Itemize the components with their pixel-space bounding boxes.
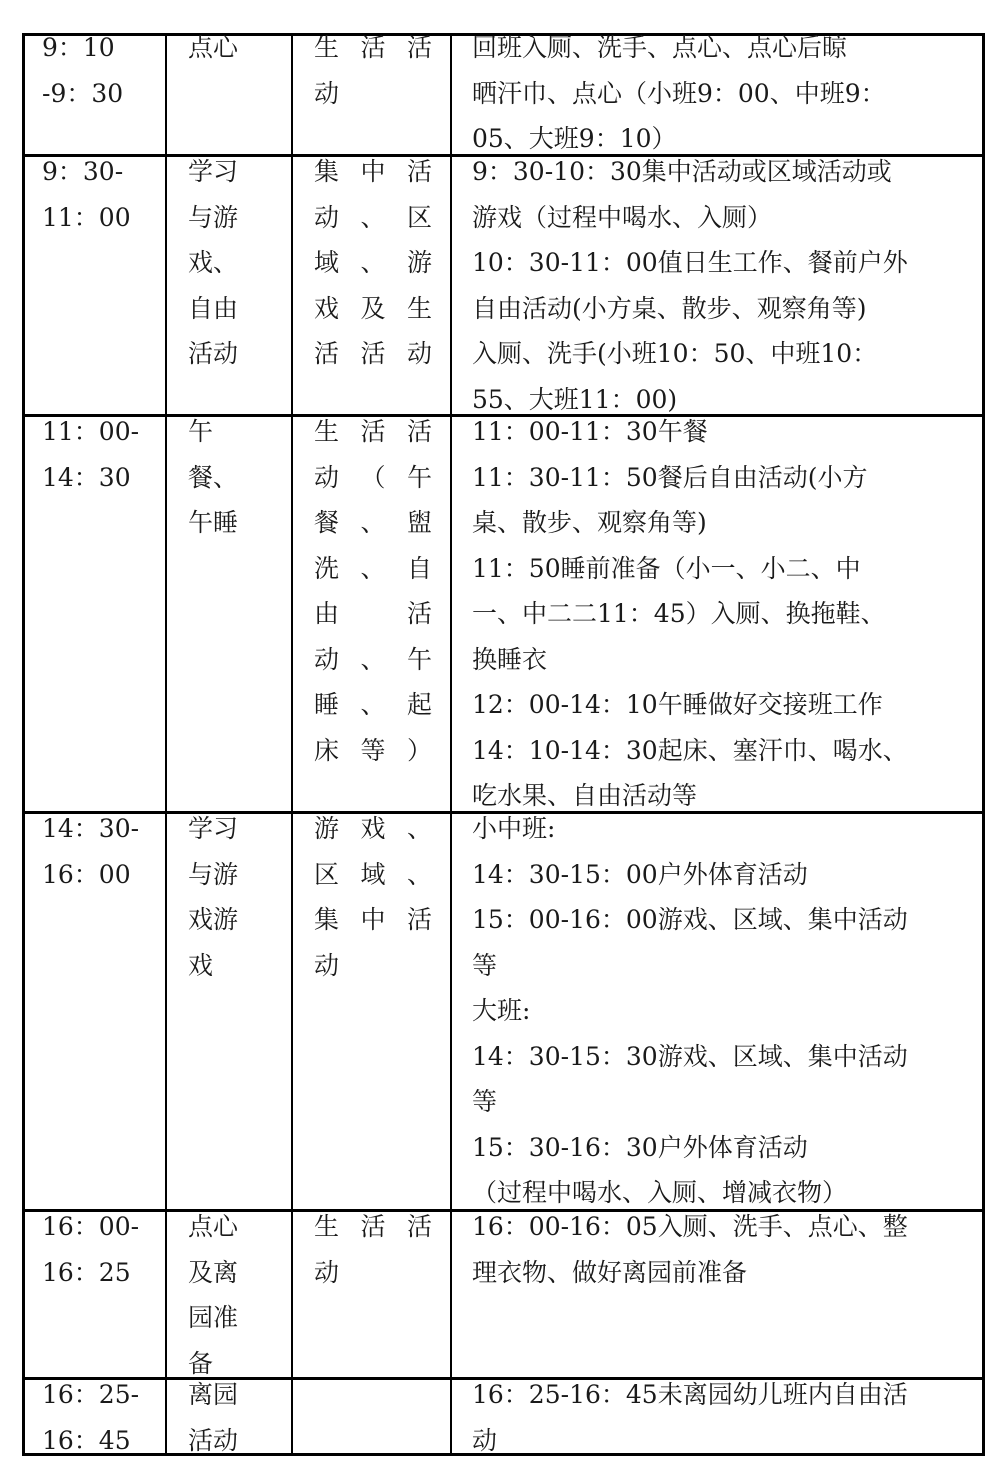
activity-cell-line: 学习 [188, 806, 288, 852]
activity-cell-line: 活动 [188, 331, 288, 377]
activity-cell-line: 园准 [188, 1295, 288, 1341]
category-cell [314, 149, 432, 377]
activity-cell-line: 餐、 [188, 455, 288, 501]
activity-cell-line: 戏游 [188, 897, 288, 943]
content-cell-line: 理衣物、做好离园前准备 [472, 1250, 964, 1296]
content-cell-line: 换睡衣 [472, 637, 964, 683]
time-cell-line: 14：30 [42, 455, 162, 501]
activity-cell-line: 及离 [188, 1250, 288, 1296]
category-cell-line: 生 活 活 [314, 1204, 432, 1250]
content-cell-line: 10：30-11：00值日生工作、餐前户外 [472, 240, 964, 286]
content-cell-line: （过程中喝水、入厕、增减衣物） [472, 1170, 964, 1216]
category-cell-line: 游 戏 、 [314, 806, 432, 852]
content-cell-line: 05、大班9：10） [472, 116, 964, 162]
time-cell-line: 14：30- [42, 806, 162, 852]
content-cell-line: 等 [472, 1079, 964, 1125]
content-cell-line: 11：30-11：50餐后自由活动(小方 [472, 455, 964, 501]
time-cell-line: 11：00 [42, 195, 162, 241]
content-cell [472, 149, 964, 422]
time-cell-line: 16：00- [42, 1204, 162, 1250]
category-cell-line: 区 域 、 [314, 852, 432, 898]
content-cell-line: 动 [472, 1418, 964, 1463]
activity-cell-line: 点心 [188, 25, 288, 71]
activity-cell-line: 自由 [188, 286, 288, 332]
activity-cell [188, 1204, 288, 1386]
content-cell [472, 806, 964, 1216]
content-cell-line: 11：00-11：30午餐 [472, 409, 964, 455]
time-cell-line: 16：25- [42, 1372, 162, 1418]
activity-cell-line: 离园 [188, 1372, 288, 1418]
content-cell-line: 回班入厕、洗手、点心、点心后晾 [472, 25, 964, 71]
time-cell-line: -9：30 [42, 71, 162, 117]
content-cell-line: 16：00-16：05入厕、洗手、点心、整 [472, 1204, 964, 1250]
content-cell-line: 晒汗巾、点心（小班9：00、中班9： [472, 71, 964, 117]
activity-cell-line: 午睡 [188, 500, 288, 546]
category-cell-line: 域 、 游 [314, 240, 432, 286]
activity-cell [188, 25, 288, 71]
activity-cell [188, 806, 288, 988]
content-cell-line: 14：30-15：00户外体育活动 [472, 852, 964, 898]
content-cell-line: 吃水果、自由活动等 [472, 773, 964, 819]
category-cell [314, 25, 432, 116]
activity-cell-line: 与游 [188, 195, 288, 241]
time-cell [42, 149, 162, 240]
category-cell-line: 集 中 活 [314, 149, 432, 195]
category-cell-line: 动 （ 午 [314, 455, 432, 501]
time-cell-line: 16：25 [42, 1250, 162, 1296]
time-cell-line: 16：00 [42, 852, 162, 898]
time-cell [42, 806, 162, 897]
content-cell-line: 等 [472, 943, 964, 989]
activity-cell-line: 备 [188, 1341, 288, 1387]
column-divider [291, 33, 293, 1456]
content-cell-line: 15：00-16：00游戏、区域、集中活动 [472, 897, 964, 943]
time-cell-line: 9：10 [42, 25, 162, 71]
category-cell-line: 动 [314, 71, 432, 117]
category-cell-line: 动 、 区 [314, 195, 432, 241]
activity-cell [188, 1372, 288, 1463]
category-cell-line: 洗 、 自 [314, 546, 432, 592]
activity-cell-line: 活动 [188, 1418, 288, 1463]
category-cell-line: 餐 、 盥 [314, 500, 432, 546]
time-cell [42, 1204, 162, 1295]
column-divider [165, 33, 167, 1456]
activity-cell [188, 149, 288, 377]
content-cell-line: 16：25-16：45未离园幼儿班内自由活 [472, 1372, 964, 1418]
activity-cell-line: 点心 [188, 1204, 288, 1250]
category-cell-line: 动 [314, 1250, 432, 1296]
content-cell-line: 55、大班11：00) [472, 377, 964, 423]
time-cell-line: 9：30- [42, 149, 162, 195]
content-cell [472, 25, 964, 162]
time-cell [42, 25, 162, 116]
time-cell [42, 1372, 162, 1463]
activity-cell-line: 午 [188, 409, 288, 455]
category-cell-line: 生 活 活 [314, 409, 432, 455]
category-cell-line: 由 活 [314, 591, 432, 637]
category-cell-line: 动 [314, 943, 432, 989]
content-cell-line: 14：30-15：30游戏、区域、集中活动 [472, 1034, 964, 1080]
category-cell-line: 床等） [314, 728, 432, 774]
category-cell-line: 戏 及 生 [314, 286, 432, 332]
content-cell-line: 入厕、洗手(小班10：50、中班10： [472, 331, 964, 377]
column-divider [450, 33, 452, 1456]
content-cell-line: 9：30-10：30集中活动或区域活动或 [472, 149, 964, 195]
content-cell-line: 小中班: [472, 806, 964, 852]
activity-cell [188, 409, 288, 546]
content-cell-line: 大班: [472, 988, 964, 1034]
category-cell-line: 生 活 活 [314, 25, 432, 71]
category-cell [314, 1204, 432, 1295]
content-cell-line: 14：10-14：30起床、塞汗巾、喝水、 [472, 728, 964, 774]
category-cell-line: 睡 、 起 [314, 682, 432, 728]
content-cell [472, 1372, 964, 1463]
activity-cell-line: 戏、 [188, 240, 288, 286]
category-cell [314, 806, 432, 988]
content-cell-line: 15：30-16：30户外体育活动 [472, 1125, 964, 1171]
content-cell-line: 12：00-14：10午睡做好交接班工作 [472, 682, 964, 728]
category-cell-line: 集 中 活 [314, 897, 432, 943]
content-cell-line: 自由活动(小方桌、散步、观察角等) [472, 286, 964, 332]
activity-cell-line: 学习 [188, 149, 288, 195]
content-cell-line: 桌、散步、观察角等) [472, 500, 964, 546]
content-cell-line: 一、中二二11：45）入厕、换拖鞋、 [472, 591, 964, 637]
content-cell [472, 1204, 964, 1295]
content-cell-line: 11：50睡前准备（小一、小二、中 [472, 546, 964, 592]
category-cell-line: 活活动 [314, 331, 432, 377]
activity-cell-line: 戏 [188, 943, 288, 989]
content-cell [472, 409, 964, 819]
category-cell-line: 动 、 午 [314, 637, 432, 683]
activity-cell-line: 与游 [188, 852, 288, 898]
time-cell-line: 16：45 [42, 1418, 162, 1463]
time-cell [42, 409, 162, 500]
time-cell-line: 11：00- [42, 409, 162, 455]
content-cell-line: 游戏（过程中喝水、入厕） [472, 195, 964, 241]
category-cell [314, 409, 432, 773]
